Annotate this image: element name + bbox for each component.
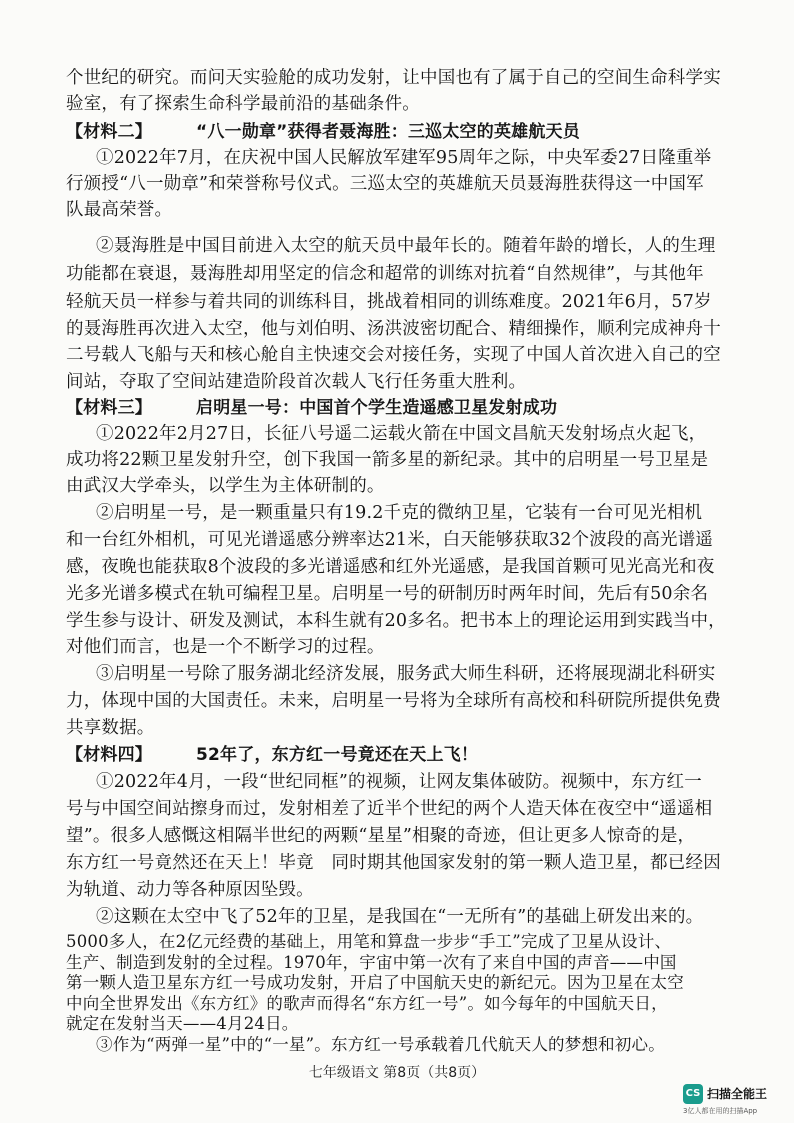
text-line: 中向全世界发出《东方红》的歌声而得名“东方红一号”。如今每年的中国航天日， [66, 993, 668, 1013]
section-title: “八一勋章”获得者聂海胜：三巡太空的英雄航天员 [196, 122, 580, 142]
text-line: ②聂海胜是中国目前进入太空的航天员中最年长的。随着年龄的增长，人的生理 [96, 236, 716, 256]
watermark-subtitle: 3亿人都在用的扫描App [683, 1107, 758, 1115]
text-line: 对他们而言，也是一个不断学习的过程。 [66, 637, 385, 657]
section-heading [66, 396, 557, 420]
text-line: 二号载人飞船与天和核心舱自主快速交会对接任务，实现了中国人首次进入自己的空 [66, 345, 721, 365]
text-line: ③作为“两弹一星”中的“一星”。东方红一号承载着几代航天人的梦想和初心。 [96, 1034, 665, 1054]
section-title: 52年了，东方红一号竟还在天上飞！ [196, 745, 479, 765]
watermark-name: 扫描全能王 [707, 1087, 768, 1101]
text-line: 成功将22颗卫星发射升空，创下我国一箭多星的新纪录。其中的启明星一号卫星是 [66, 450, 709, 470]
text-line: 队最高荣誉。 [66, 200, 173, 220]
section-tag: 【材料二】 [66, 122, 152, 142]
text-line: 个世纪的研究。而问天实验舱的成功发射，让中国也有了属于自己的空间生命科学实 [66, 68, 721, 88]
text-line: 功能都在衰退，聂海胜却用坚定的信念和超常的训练对抗着“自然规律”，与其他年 [66, 264, 704, 284]
text-line: ①2022年7月，在庆祝中国人民解放军建军95周年之际，中央军委27日隆重举 [96, 148, 712, 168]
text-line: ②这颗在太空中飞了52年的卫星，是我国在“一无所有”的基础上研发出来的。 [96, 907, 704, 927]
text-line: 东方红一号竟然还在天上！毕竟 同时期其他国家发射的第一颗人造卫星，都已经因 [66, 853, 721, 873]
text-line: 验室，有了探索生命科学最前沿的基础条件。 [66, 94, 420, 114]
text-line: 行颁授“八一勋章”和荣誉称号仪式。三巡太空的英雄航天员聂海胜获得这一中国军 [66, 174, 704, 194]
text-line: 的聂海胜再次进入太空，他与刘伯明、汤洪波密切配合、精细操作，顺利完成神舟十 [66, 319, 721, 339]
section-title: 启明星一号：中国首个学生造遥感卫星发射成功 [196, 398, 558, 418]
text-line: 为轨道、动力等各种原因坠毁。 [66, 880, 314, 900]
text-line: 和一台红外相机，可见光谱遥感分辨率达21米，白天能够获取32个波段的高光谱遥 [66, 530, 714, 550]
page-footer: 七年级语文 第8页（共8页） [308, 1065, 486, 1081]
text-line: 间站，夺取了空间站建造阶段首次载人飞行任务重大胜利。 [66, 372, 527, 392]
text-line: 力，体现中国的大国责任。未来，启明星一号将为全球所有高校和科研院所提供免费 [66, 691, 721, 711]
scanner-watermark [683, 1080, 793, 1120]
text-line: 就定在发射当天——4月24日。 [66, 1014, 299, 1033]
text-line: 共享数据。 [66, 718, 155, 738]
text-line: ①2022年4月，一段“世纪同框”的视频，让网友集体破防。视频中，东方红一 [96, 772, 702, 792]
text-line: 由武汉大学牵头，以学生为主体研制的。 [66, 476, 385, 496]
text-line: ②启明星一号，是一颗重量只有19.2千克的微纳卫星，它装有一台可见光相机 [96, 503, 703, 523]
section-heading [66, 743, 478, 767]
text-line: 轻航天员一样参与着共同的训练科目，挑战着相同的训练难度。2021年6月，57岁 [66, 292, 712, 312]
text-line: 学生参与设计、研发及测试，本科生就有20多名。把书本上的理论运用到实践当中， [66, 611, 726, 631]
text-line: ③启明星一号除了服务湖北经济发展，服务武大师生科研，还将展现湖北科研实 [96, 664, 716, 684]
text-line: 生产、制造到发射的全过程。1970年，宇宙中第一次有了来自中国的声音——中国 [66, 952, 677, 972]
text-line: ①2022年2月27日，长征八号遥二运载火箭在中国文昌航天发射场点火起飞， [96, 424, 707, 444]
text-line: 光多光谱多模式在轨可编程卫星。启明星一号的研制历时两年时间，先后有50余名 [66, 584, 709, 604]
text-line: 望”。很多人感慨这相隔半世纪的两颗“星星”相聚的奇迹，但让更多人惊奇的是， [66, 826, 696, 846]
text-line: 5000多人，在2亿元经费的基础上，用笔和算盘一步步“手工”完成了卫星从设计、 [66, 932, 672, 951]
camscanner-logo-icon: CS [683, 1084, 703, 1104]
text-line: 第一颗人造卫星东方红一号成功发射，开启了中国航天史的新纪元。因为卫星在太空 [66, 973, 684, 992]
text-line: 号与中国空间站擦身而过，发射相差了近半个世纪的两个人造天体在夜空中“遥遥相 [66, 799, 713, 819]
section-tag: 【材料三】 [66, 398, 152, 418]
section-tag: 【材料四】 [66, 745, 152, 765]
text-line: 感，夜晚也能获取8个波段的多光谱遥感和红外光遥感，是我国首颗可见光高光和夜 [66, 557, 715, 577]
section-heading [66, 120, 580, 144]
